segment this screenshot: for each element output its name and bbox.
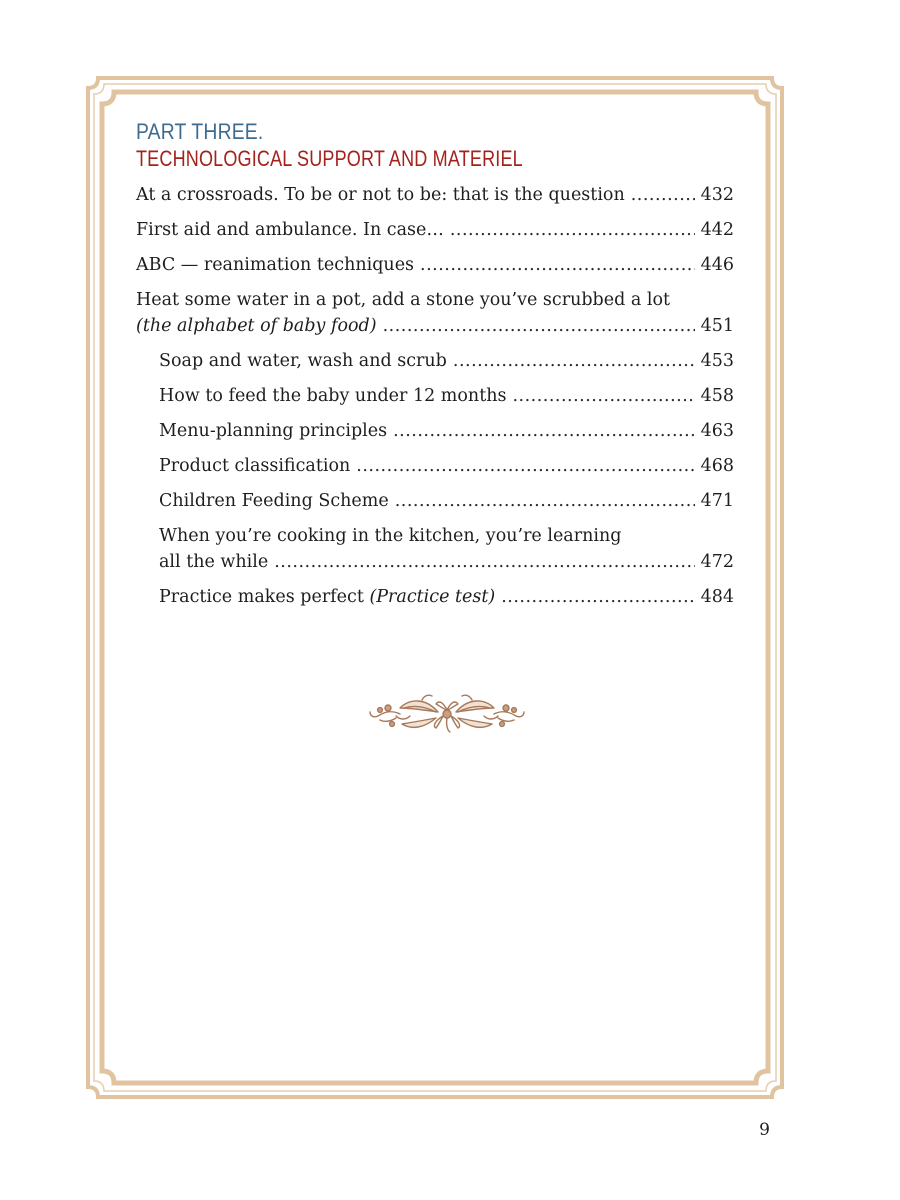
- dot-leader: [512, 383, 694, 409]
- dot-leader: [383, 313, 695, 339]
- dot-leader: [453, 348, 695, 374]
- toc-entry-page: 446: [700, 255, 734, 275]
- toc-subentry-page: 468: [700, 456, 734, 476]
- toc-entry-page: 432: [700, 185, 734, 205]
- toc-subentry-page: 472: [700, 552, 734, 572]
- page-number: 9: [759, 1120, 770, 1140]
- toc-subentry[interactable]: [136, 584, 734, 610]
- floral-divider-icon: [366, 690, 528, 738]
- toc-subentry-title-text: Practice makes perfect: [159, 587, 364, 607]
- toc-subentry-title: Menu-planning principles: [159, 421, 388, 441]
- dot-leader: [631, 182, 695, 208]
- toc-subentry-title-italic: (Practice test): [369, 587, 496, 607]
- toc-subentry-title: Soap and water, wash and scrub: [159, 351, 447, 371]
- toc-entry-title-subtitle: (the alphabet of baby food): [136, 316, 377, 336]
- toc-subentry-page: 484: [700, 587, 734, 607]
- dot-leader: [356, 453, 694, 479]
- toc-subentry-title-continuation: all the while: [159, 552, 269, 572]
- toc-subentry[interactable]: [136, 418, 734, 444]
- dot-leader: [420, 252, 695, 278]
- table-of-contents: [136, 118, 734, 619]
- toc-entry[interactable]: [136, 182, 734, 208]
- toc-subentry-title-line: When you’re cooking in the kitchen, you’re learning: [159, 526, 622, 546]
- toc-entry-title-line: Heat some water in a pot, add a stone you’ve scrubbed a lot: [136, 290, 671, 310]
- toc-entry[interactable]: [136, 252, 734, 278]
- toc-entry-title: At a crossroads. To be or not to be: that is the question: [136, 185, 625, 205]
- toc-subentry-page: 471: [700, 491, 734, 511]
- toc-entry-page: 442: [700, 220, 734, 240]
- part-label: PART THREE.: [136, 119, 264, 144]
- part-title: TECHNOLOGICAL SUPPORT AND MATERIEL: [136, 146, 523, 171]
- toc-subentry[interactable]: [136, 453, 734, 479]
- toc-subentry-page: 453: [700, 351, 734, 371]
- toc-entry[interactable]: [136, 217, 734, 243]
- toc-subentry[interactable]: [136, 523, 734, 575]
- dot-leader: [501, 584, 694, 610]
- toc-subentry-title: [159, 584, 495, 610]
- toc-subentry-title: Product classification: [159, 456, 351, 476]
- toc-subentry[interactable]: [136, 488, 734, 514]
- toc-entry[interactable]: [136, 287, 734, 339]
- toc-subentry[interactable]: [136, 348, 734, 374]
- toc-subentry-title: How to feed the baby under 12 months: [159, 386, 507, 406]
- toc-entry-title: ABC — reanimation techniques: [136, 255, 415, 275]
- toc-subentry-page: 458: [700, 386, 734, 406]
- toc-subentry-title: Children Feeding Scheme: [159, 491, 389, 511]
- toc-subentry[interactable]: [136, 383, 734, 409]
- toc-subentry-page: 463: [700, 421, 734, 441]
- dot-leader: [274, 549, 694, 575]
- dot-leader: [395, 488, 695, 514]
- toc-entry-page: 451: [700, 316, 734, 336]
- dot-leader: [450, 217, 695, 243]
- dot-leader: [393, 418, 694, 444]
- toc-entry-title: First aid and ambulance. In case…: [136, 220, 444, 240]
